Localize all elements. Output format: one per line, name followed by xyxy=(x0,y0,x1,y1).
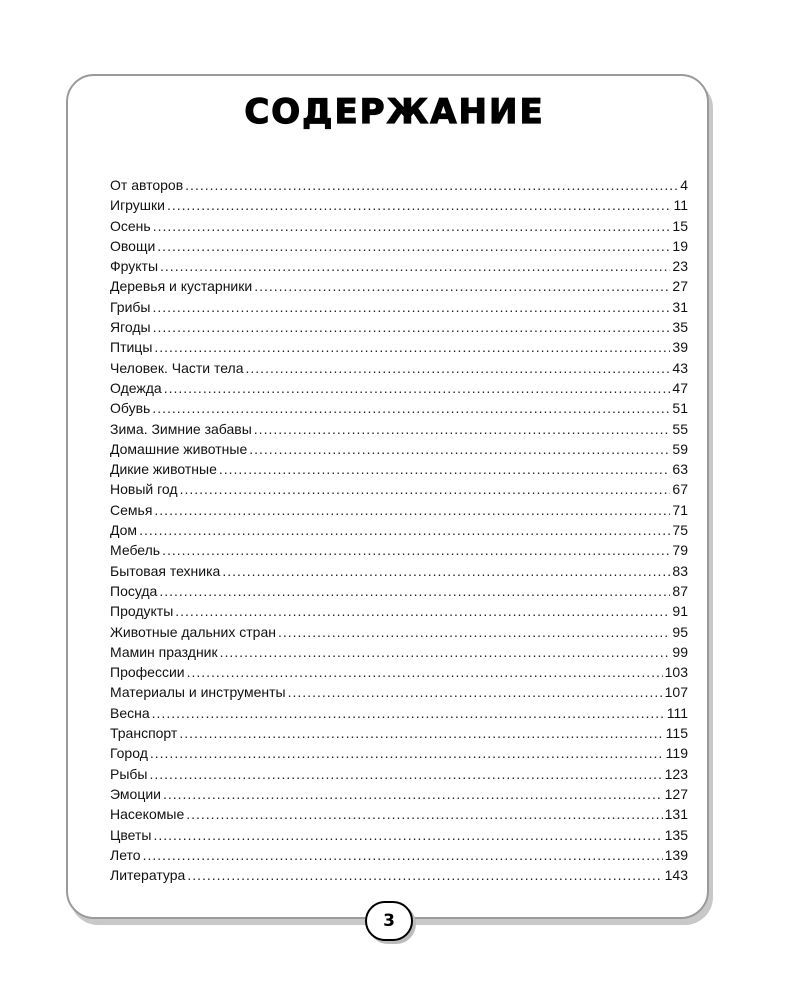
toc-entry-page: 135 xyxy=(664,826,688,843)
toc-entry-page: 43 xyxy=(672,359,688,376)
toc-dot-leader xyxy=(167,197,671,213)
toc-dot-leader xyxy=(154,502,670,518)
toc-entry-page: 75 xyxy=(672,522,688,539)
toc-entry[interactable] xyxy=(110,624,688,644)
toc-entry[interactable] xyxy=(110,421,688,441)
toc-entry[interactable] xyxy=(110,644,688,664)
toc-entry[interactable] xyxy=(110,380,688,400)
toc-entry-title: Материалы и инструменты xyxy=(110,684,286,701)
toc-entry-page: 19 xyxy=(672,237,688,254)
toc-dot-leader xyxy=(160,258,670,274)
toc-entry[interactable] xyxy=(110,502,688,522)
toc-entry-title: Одежда xyxy=(110,379,162,396)
toc-entry[interactable] xyxy=(110,197,688,217)
toc-entry-page: 35 xyxy=(672,319,688,336)
toc-entry-title: Рыбы xyxy=(110,765,148,782)
toc-entry[interactable] xyxy=(110,766,688,786)
toc-entry[interactable] xyxy=(110,583,688,603)
toc-dot-leader xyxy=(219,461,671,477)
toc-entry-title: Бытовая техника xyxy=(110,562,221,579)
toc-entry-title: Животные дальних стран xyxy=(110,623,276,640)
toc-entry[interactable] xyxy=(110,481,688,501)
toc-dot-leader xyxy=(254,421,671,437)
toc-entry-page: 67 xyxy=(672,481,688,498)
toc-entry[interactable] xyxy=(110,684,688,704)
toc-entry-title: Литература xyxy=(110,867,186,884)
toc-entry[interactable] xyxy=(110,218,688,238)
toc-dot-leader xyxy=(164,380,671,396)
toc-entry-page: 143 xyxy=(664,867,688,884)
toc-entry-page: 99 xyxy=(672,643,688,660)
toc-dot-leader xyxy=(187,867,662,883)
toc-entry-title: Овощи xyxy=(110,237,156,254)
toc-entry-title: Посуда xyxy=(110,582,158,599)
toc-entry-page: 91 xyxy=(672,603,688,620)
toc-entry-page: 15 xyxy=(672,217,688,234)
toc-entry-title: Мебель xyxy=(110,542,161,559)
toc-dot-leader xyxy=(154,339,670,355)
toc-dot-leader xyxy=(180,481,671,497)
toc-entry-page: 115 xyxy=(665,725,688,742)
toc-entry[interactable] xyxy=(110,827,688,847)
toc-entry[interactable] xyxy=(110,360,688,380)
toc-dot-leader xyxy=(179,725,663,741)
toc-entry[interactable] xyxy=(110,867,688,887)
toc-dot-leader xyxy=(185,177,678,193)
toc-entry-title: Цветы xyxy=(110,826,152,843)
toc-dot-leader xyxy=(157,238,670,254)
toc-entry[interactable] xyxy=(110,522,688,542)
toc-entry-page: 103 xyxy=(664,664,688,681)
toc-entry[interactable] xyxy=(110,258,688,278)
toc-entry-title: Деревья и кустарники xyxy=(110,278,253,295)
page-title: СОДЕРЖАНИЕ xyxy=(244,92,545,132)
toc-entry-page: 139 xyxy=(664,846,688,863)
toc-entry-title: Обувь xyxy=(110,400,151,417)
toc-dot-leader xyxy=(175,603,670,619)
toc-entry-title: Грибы xyxy=(110,298,151,315)
toc-entry[interactable] xyxy=(110,786,688,806)
toc-entry[interactable] xyxy=(110,664,688,684)
toc-entry-page: 127 xyxy=(664,785,688,802)
toc-entry-page: 39 xyxy=(672,339,688,356)
toc-entry-page: 131 xyxy=(664,806,688,823)
toc-entry-title: Домашние животные xyxy=(110,440,248,457)
toc-entry-page: 107 xyxy=(664,684,688,701)
toc-dot-leader xyxy=(150,745,664,761)
toc-entry[interactable] xyxy=(110,745,688,765)
toc-entry-page: 83 xyxy=(672,562,688,579)
toc-entry-page: 111 xyxy=(666,704,688,721)
toc-entry-page: 79 xyxy=(672,542,688,559)
toc-entry[interactable] xyxy=(110,238,688,258)
toc-entry-page: 123 xyxy=(664,765,688,782)
toc-entry-page: 4 xyxy=(680,177,688,193)
toc-entry-title: Игрушки xyxy=(110,197,165,214)
toc-entry[interactable] xyxy=(110,441,688,461)
toc-entry-page: 27 xyxy=(672,278,688,295)
toc-entry-title: Зима. Зимние забавы xyxy=(110,420,252,437)
toc-dot-leader xyxy=(152,400,670,416)
toc-dot-leader xyxy=(222,563,670,579)
toc-entry-title: Фрукты xyxy=(110,258,159,275)
toc-entry-title: Дикие животные xyxy=(110,461,217,478)
toc-entry[interactable] xyxy=(110,806,688,826)
toc-entry-title: Профессии xyxy=(110,664,185,681)
toc-dot-leader xyxy=(288,684,663,700)
toc-entry-title: Транспорт xyxy=(110,725,178,742)
toc-entry[interactable] xyxy=(110,563,688,583)
toc-entry-page: 59 xyxy=(672,440,688,457)
toc-entry-title: Осень xyxy=(110,217,151,234)
toc-entry[interactable] xyxy=(110,319,688,339)
toc-dot-leader xyxy=(153,319,671,335)
toc-entry[interactable] xyxy=(110,847,688,867)
toc-dot-leader xyxy=(246,360,671,376)
toc-dot-leader xyxy=(186,806,662,822)
toc-entry[interactable] xyxy=(110,542,688,562)
toc-entry[interactable] xyxy=(110,177,688,197)
toc-dot-leader xyxy=(139,522,670,538)
toc-dot-leader xyxy=(254,278,670,294)
toc-dot-leader xyxy=(278,624,670,640)
toc-entry-title: Птицы xyxy=(110,339,153,356)
toc-entry[interactable] xyxy=(110,278,688,298)
toc-entry-page: 23 xyxy=(672,258,688,275)
toc-entry-title: Продукты xyxy=(110,603,174,620)
toc-entry-page: 95 xyxy=(672,623,688,640)
toc-dot-leader xyxy=(159,583,670,599)
toc-entry-title: От авторов xyxy=(110,177,184,193)
toc-entry-title: Ягоды xyxy=(110,319,151,336)
toc-entry-page: 31 xyxy=(672,298,688,315)
toc-entry-title: Город xyxy=(110,745,148,762)
toc-dot-leader xyxy=(163,786,663,802)
toc-entry-title: Дом xyxy=(110,522,138,539)
toc-dot-leader xyxy=(249,441,670,457)
toc-dot-leader xyxy=(153,827,662,843)
toc-dot-leader xyxy=(162,542,670,558)
page-number-badge: 3 xyxy=(365,901,413,941)
toc-entry[interactable] xyxy=(110,461,688,481)
toc-dot-leader xyxy=(152,299,670,315)
toc-entry-page: 87 xyxy=(672,582,688,599)
table-of-contents xyxy=(110,177,688,887)
toc-entry[interactable] xyxy=(110,603,688,623)
toc-entry-title: Мамин праздник xyxy=(110,643,218,660)
toc-entry-title: Семья xyxy=(110,501,153,518)
toc-entry[interactable] xyxy=(110,339,688,359)
toc-entry-title: Весна xyxy=(110,704,150,721)
toc-dot-leader xyxy=(143,847,663,863)
toc-entry-page: 47 xyxy=(672,379,688,396)
toc-entry-page: 119 xyxy=(665,745,688,762)
toc-entry-title: Новый год xyxy=(110,481,178,498)
toc-entry-page: 71 xyxy=(672,501,688,518)
toc-entry-title: Лето xyxy=(110,846,141,863)
toc-dot-leader xyxy=(153,218,671,234)
toc-entry[interactable] xyxy=(110,400,688,420)
toc-entry[interactable] xyxy=(110,299,688,319)
toc-entry-page: 51 xyxy=(672,400,688,417)
toc-entry-title: Насекомые xyxy=(110,806,185,823)
toc-entry-page: 11 xyxy=(673,197,688,214)
toc-entry[interactable] xyxy=(110,705,688,725)
toc-dot-leader xyxy=(149,766,662,782)
toc-dot-leader xyxy=(187,664,663,680)
toc-entry-title: Эмоции xyxy=(110,785,161,802)
toc-dot-leader xyxy=(220,644,671,660)
toc-entry-title: Человек. Части тела xyxy=(110,359,244,376)
toc-entry[interactable] xyxy=(110,725,688,745)
toc-entry-page: 63 xyxy=(672,461,688,478)
toc-entry-page: 55 xyxy=(672,420,688,437)
toc-dot-leader xyxy=(152,705,665,721)
